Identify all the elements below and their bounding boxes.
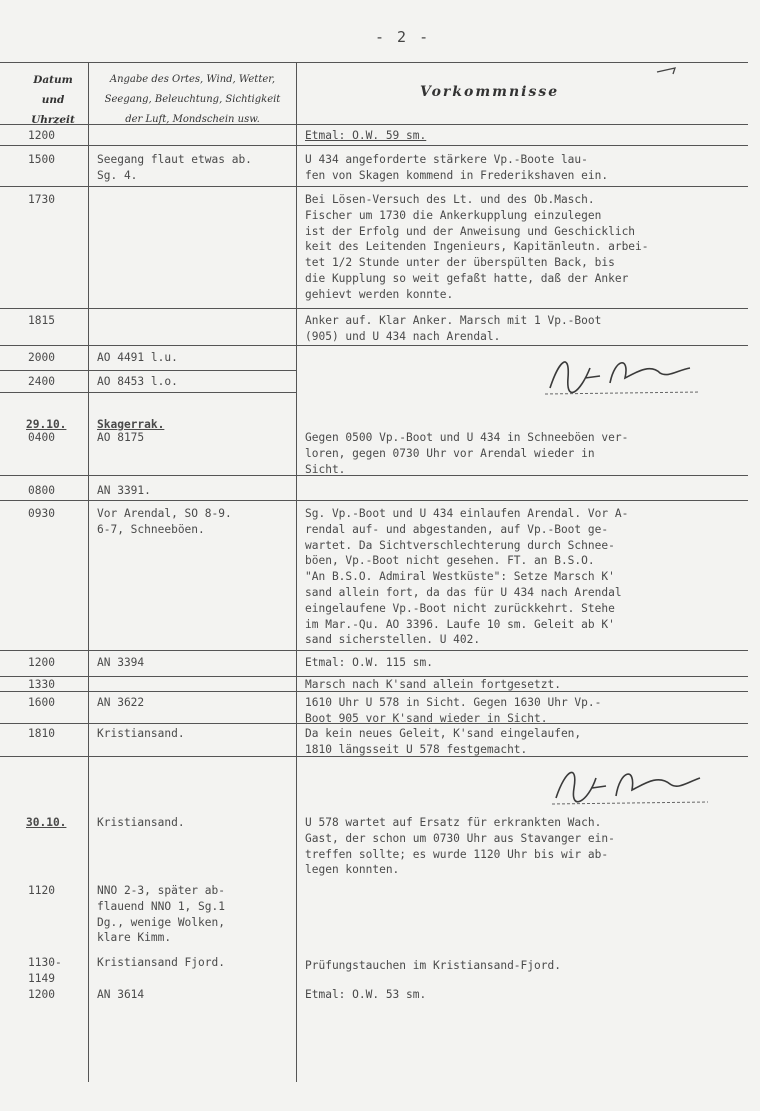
row-rule xyxy=(0,392,296,393)
entry-position: AN 3394 xyxy=(97,656,145,669)
entry-time: 1200 xyxy=(28,129,55,142)
entry-position: AN 3622 xyxy=(97,696,145,709)
entry-position: AO 4491 l.u. xyxy=(97,351,178,364)
entry-time: 2400 xyxy=(28,375,55,388)
entry-time: 1500 xyxy=(28,153,55,166)
entry-time: 1200 xyxy=(28,656,55,669)
header-events: Vorkommnisse xyxy=(420,84,560,100)
entry-weather: Seegang flaut etwas ab. Sg. 4. xyxy=(97,153,252,182)
entry-location: Skagerrak. xyxy=(97,418,165,431)
commander-signature xyxy=(540,348,710,398)
entry-date: 30.10. xyxy=(26,816,67,829)
entry-etmal: Etmal: O.W. 59 sm. xyxy=(305,129,427,142)
entry-event: 1610 Uhr U 578 in Sicht. Gegen 1630 Uhr Vp.- Boot 905 vor K'sand wieder in Sicht. xyxy=(305,696,602,725)
row-rule xyxy=(0,650,748,651)
entry-time: 1130- 1149 xyxy=(28,956,62,985)
entry-event: U 578 wartet auf Ersatz für erkrankten Wach. Gast, der schon um 0730 Uhr aus Stavanger ein- treffen sollte; es wurde 1120 Uhr bis wir ab- legen konnten. xyxy=(305,816,615,877)
entry-time: 0800 xyxy=(28,484,55,497)
entry-event: Bei Lösen-Versuch des Lt. und des Ob.Masch. Fischer um 1730 die Ankerkupplung einzulegen ist der Erfolg und der Anweisung und Geschicklich keit des Leitenden Ingenieurs, Kapitänleutn. arbei- tet 1/2 Stunde unter der überspülten Back, bis die Kupplung so weit gefaßt hatte, daß der Anker gehievt werden konnte. xyxy=(305,193,649,301)
row-rule xyxy=(0,145,748,146)
page-number: - 2 - xyxy=(375,28,431,46)
info-column-divider xyxy=(296,62,297,1082)
entry-location: Kristiansand Fjord. xyxy=(97,956,225,969)
commander-signature xyxy=(548,760,718,810)
entry-etmal: Etmal: O.W. 115 sm. xyxy=(305,656,433,669)
entry-event: Gegen 0500 Vp.-Boot und U 434 in Schneeböen ver- loren, gegen 0730 Uhr vor Arendal wieder in Sicht. xyxy=(305,431,629,476)
row-rule xyxy=(0,345,748,346)
entry-time: 1730 xyxy=(28,193,55,206)
entry-time: 0400 xyxy=(28,431,55,444)
entry-time: 1810 xyxy=(28,727,55,740)
entry-weather: Vor Arendal, SO 8-9. 6-7, Schneeböen. xyxy=(97,507,232,536)
margin-mark xyxy=(655,62,679,76)
entry-event: Marsch nach K'sand allein fortgesetzt. xyxy=(305,678,561,691)
entry-position: AN 3614 xyxy=(97,988,145,1001)
entry-position: AO 8453 l.o. xyxy=(97,375,178,388)
row-rule xyxy=(0,186,748,187)
entry-etmal: Etmal: O.W. 53 sm. xyxy=(305,988,427,1001)
entry-event: Sg. Vp.-Boot und U 434 einlaufen Arendal. Vor A- rendal auf- und abgestanden, auf Vp.-Boot ge- wartet. Da Sichtverschlechterung durch Schnee- böen, Vp.-Boot nicht gesehen. FT. an B.S.O. "An B.S.O. Admiral Westküste": Setze Marsch K' sand allein fort, da das für U 434 nach Arendal eingelaufene Vp.-Boot nicht zurückkehrt. Stehe im Mar.-Qu. AO 3396. Laufe 10 sm. Geleit ab K' sand sicherstellen. U 402. xyxy=(305,507,629,647)
entry-position: AO 8175 xyxy=(97,431,145,444)
entry-time: 1600 xyxy=(28,696,55,709)
entry-location: Kristiansand. xyxy=(97,727,185,740)
entry-event: Da kein neues Geleit, K'sand eingelaufen, 1810 längsseit U 578 festgemacht. xyxy=(305,727,582,756)
entry-time: 2000 xyxy=(28,351,55,364)
row-rule xyxy=(0,370,296,371)
entry-time: 1120 xyxy=(28,884,55,897)
date-column-divider xyxy=(88,62,89,1082)
entry-time: 1330 xyxy=(28,678,55,691)
entry-time: 1815 xyxy=(28,314,55,327)
entry-location: Kristiansand. xyxy=(97,816,185,829)
entry-time: 1200 xyxy=(28,988,55,1001)
entry-time: 0930 xyxy=(28,507,55,520)
entry-event: Prüfungstauchen im Kristiansand-Fjord. xyxy=(305,959,561,972)
entry-event: Anker auf. Klar Anker. Marsch mit 1 Vp.-Boot (905) und U 434 nach Arendal. xyxy=(305,314,602,343)
row-rule xyxy=(0,308,748,309)
entry-position: AN 3391. xyxy=(97,484,151,497)
entry-date: 29.10. xyxy=(26,418,67,431)
entry-event: U 434 angeforderte stärkere Vp.-Boote lau- fen von Skagen kommend in Frederikshaven ein. xyxy=(305,153,609,182)
entry-weather: NNO 2-3, später ab- flauend NNO 1, Sg.1 Dg., wenige Wolken, klare Kimm. xyxy=(97,884,225,945)
header-date-time: Datum und Uhrzeit xyxy=(31,74,75,126)
row-rule xyxy=(0,500,748,501)
header-location-weather: Angabe des Ortes, Wind, Wetter, Seegang, Beleuchtung, Sichtigkeit der Luft, Mondschein usw. xyxy=(104,74,281,125)
table-top-rule xyxy=(0,62,748,63)
